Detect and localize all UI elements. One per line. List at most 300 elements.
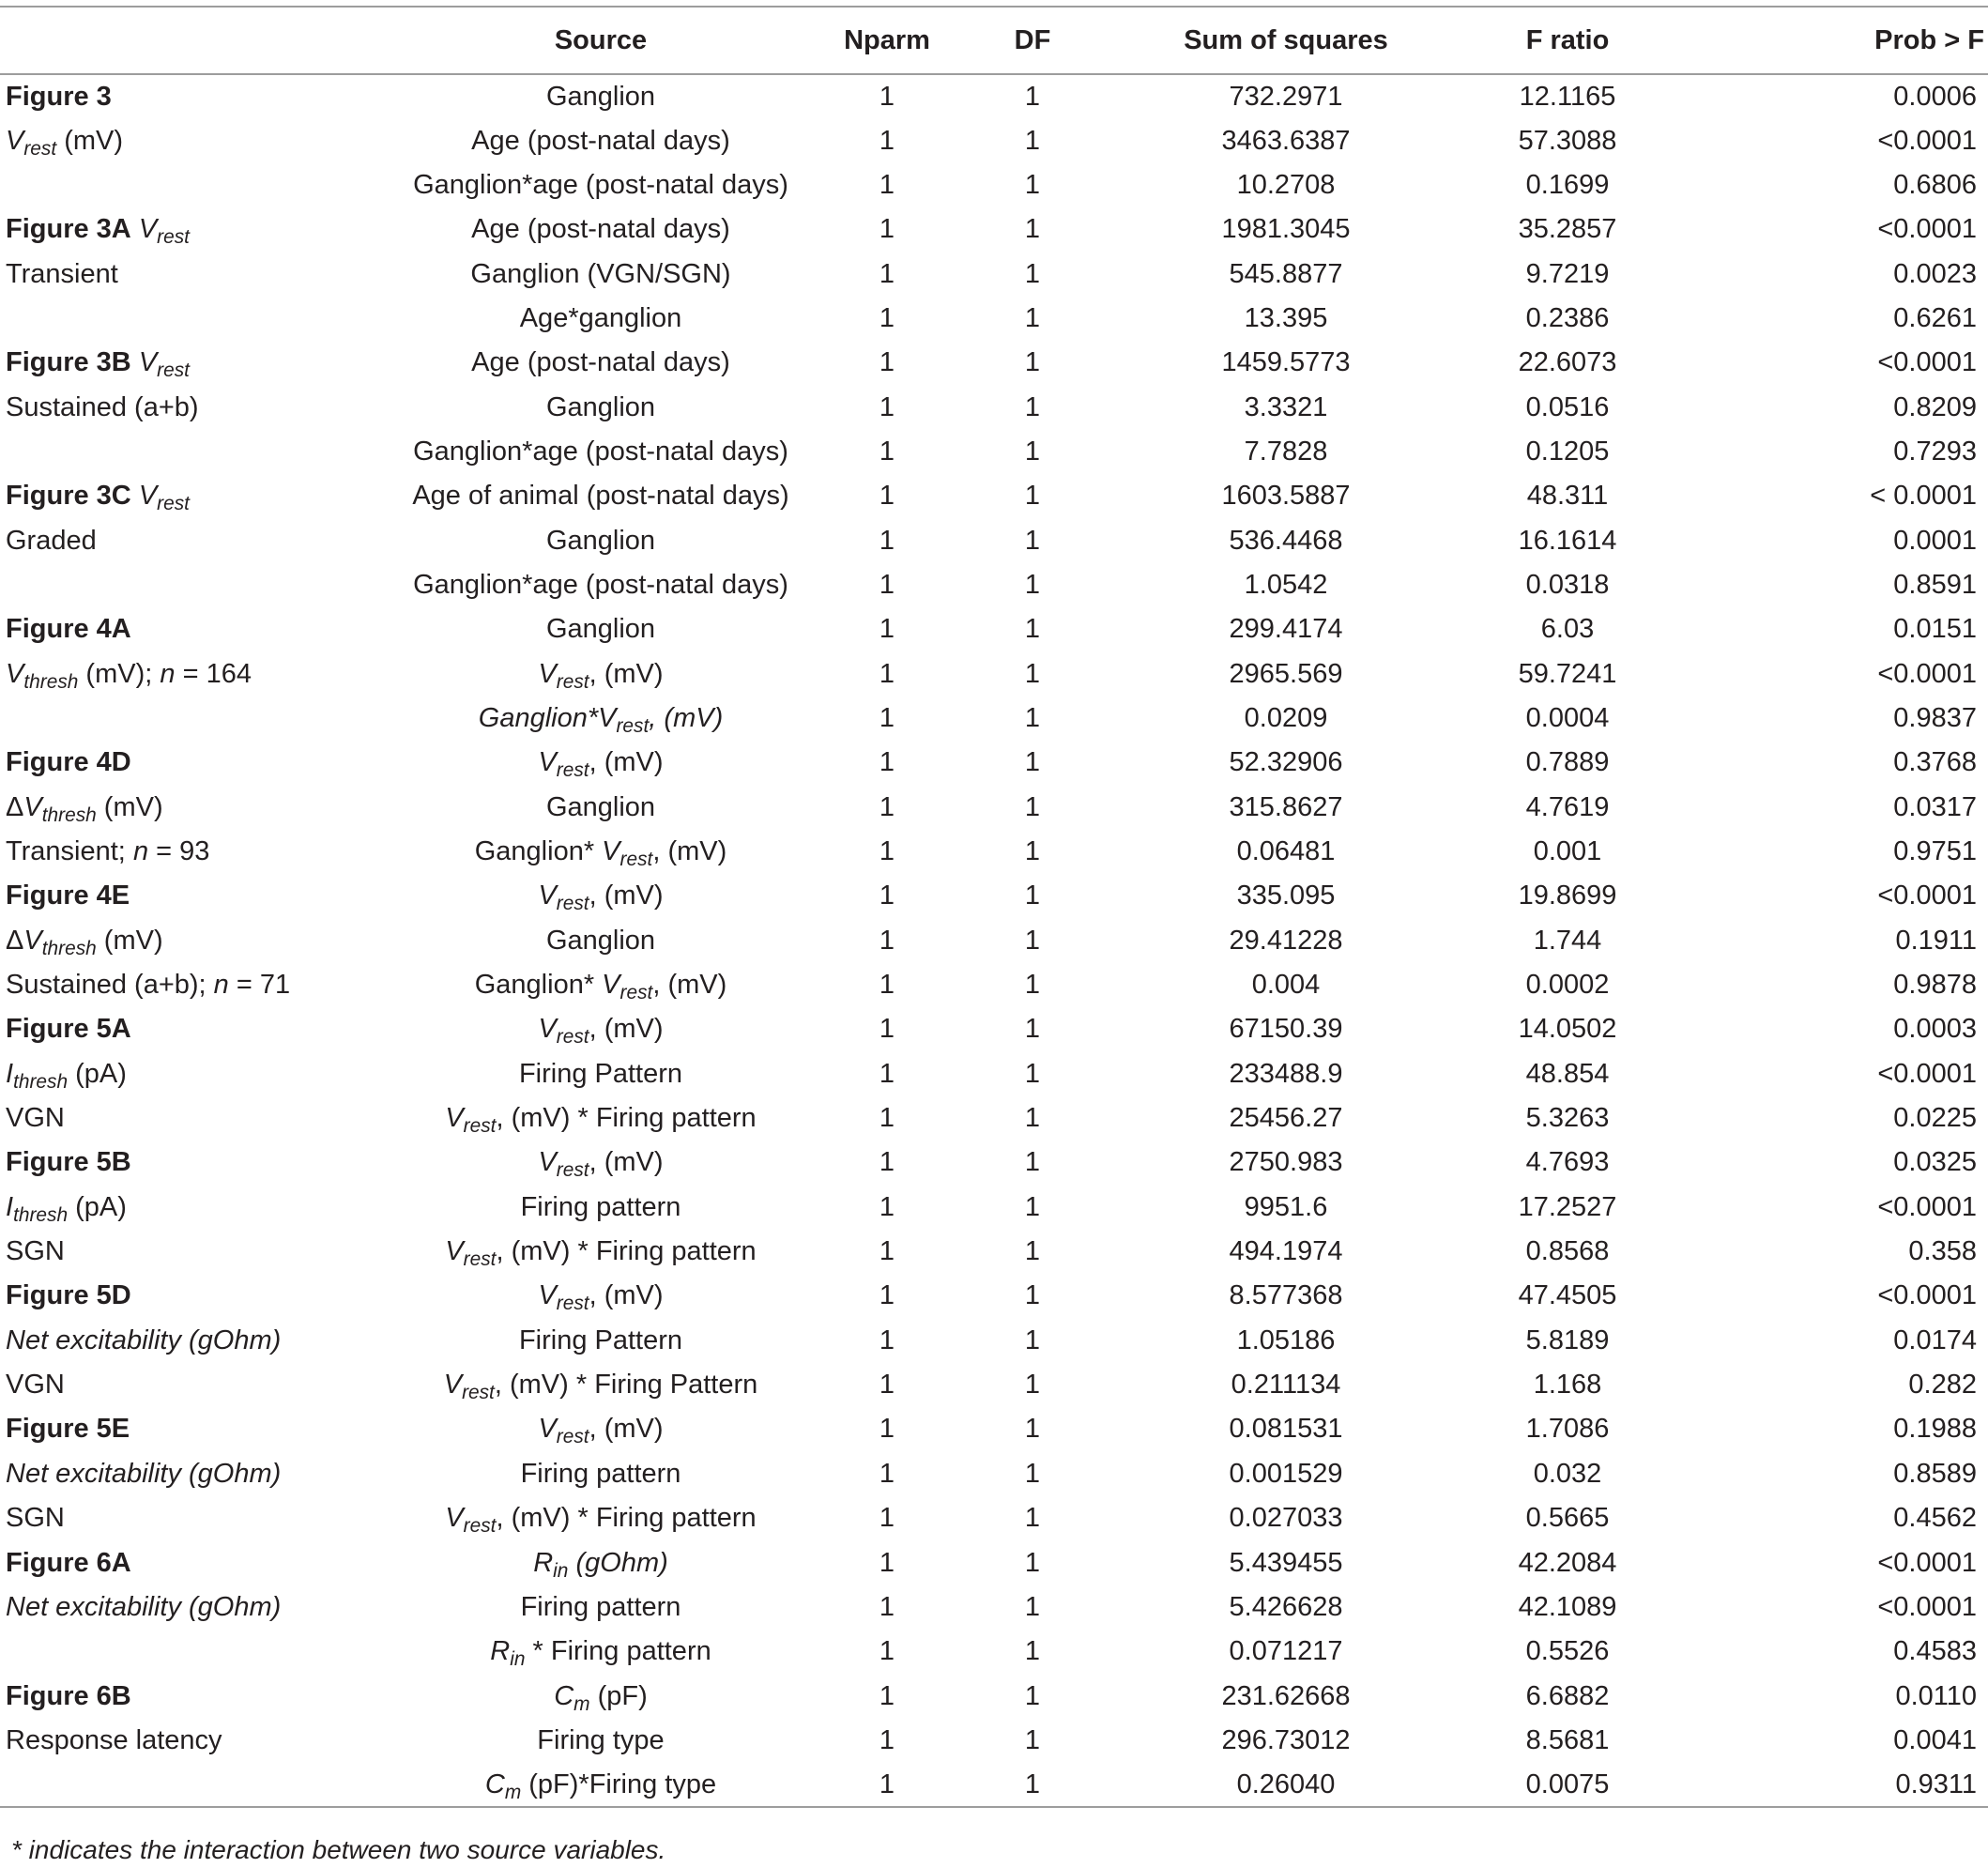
- row-label: $I_{thresh}$ (pA): [6, 1058, 127, 1093]
- cell-prob: 0.0003: [1893, 1014, 1977, 1045]
- cell-sum-of-squares: 732.2971: [1229, 81, 1343, 112]
- cell-source: Firing pattern: [520, 1191, 681, 1222]
- cell-f-ratio: 22.6073: [1518, 347, 1617, 378]
- cell-df: 1: [1024, 391, 1041, 422]
- cell-figure-label: [0, 430, 394, 474]
- cell-nparm: 1: [879, 925, 895, 956]
- cell-figure-label: [0, 830, 394, 874]
- figure-name: Figure 3: [6, 81, 112, 112]
- cell-nparm: 1: [879, 1058, 895, 1089]
- header-sum-of-squares: Sum of squares: [1098, 7, 1474, 74]
- table-row: [0, 1186, 1988, 1230]
- table-row: [0, 1141, 1988, 1185]
- anova-table: [0, 6, 1988, 1808]
- cell-f-ratio: 12.1165: [1519, 81, 1616, 112]
- cell-sum-of-squares: 2750.983: [1229, 1147, 1343, 1178]
- cell-f-ratio: 0.032: [1533, 1458, 1602, 1489]
- cell-nparm: 1: [879, 1280, 895, 1311]
- cell-source: Age (post-natal days): [471, 125, 730, 156]
- table-row: [0, 1274, 1988, 1318]
- table-row: [0, 607, 1988, 651]
- cell-df: 1: [1024, 925, 1041, 956]
- cell-source: $V_{rest}$, (mV): [538, 1280, 664, 1315]
- row-label: SGN: [6, 1236, 65, 1267]
- cell-df: 1: [1024, 1458, 1041, 1489]
- cell-figure-label: [0, 297, 394, 341]
- cell-figure-label: [0, 518, 394, 562]
- cell-nparm: 1: [807, 1763, 967, 1807]
- cell-f-ratio: 8.5681: [1525, 1724, 1610, 1755]
- cell-nparm: 1: [879, 747, 895, 778]
- cell-prob: 0.3768: [1893, 747, 1977, 778]
- figure-name: Figure 4E: [6, 880, 130, 911]
- cell-prob: 0.358: [1908, 1236, 1977, 1267]
- cell-nparm: 1: [879, 970, 895, 1001]
- cell-df: 1: [1024, 302, 1041, 333]
- row-label: $V_{rest}$ (mV): [6, 125, 124, 160]
- cell-nparm: 1: [879, 525, 895, 556]
- cell-sum-of-squares: 1459.5773: [1221, 347, 1351, 378]
- row-label: SGN: [6, 1503, 65, 1534]
- cell-nparm: 1: [879, 1547, 895, 1578]
- cell-figure-label: [0, 1230, 394, 1274]
- cell-f-ratio: 1.168: [1533, 1370, 1602, 1401]
- row-label: $\Delta V_{thresh}$ (mV): [6, 925, 163, 959]
- cell-nparm: 1: [879, 169, 895, 200]
- cell-source: Firing pattern: [520, 1591, 681, 1622]
- cell-prob: <0.0001: [1877, 880, 1977, 911]
- cell-source: Age*ganglion: [519, 302, 682, 333]
- cell-df: 1: [1024, 81, 1041, 112]
- cell-f-ratio: 0.5526: [1525, 1636, 1610, 1667]
- cell-prob: <0.0001: [1877, 347, 1977, 378]
- cell-source: $V_{rest}$, (mV) * Firing pattern: [445, 1236, 757, 1271]
- cell-sum-of-squares: 0.081531: [1229, 1414, 1343, 1445]
- cell-sum-of-squares: 0.26040: [1098, 1763, 1474, 1807]
- cell-f-ratio: 0.0516: [1525, 391, 1610, 422]
- figure-name: Figure 6A: [6, 1547, 131, 1578]
- header-df: DF: [967, 7, 1098, 74]
- table-row: [0, 1052, 1988, 1096]
- cell-sum-of-squares: 0.001529: [1229, 1458, 1343, 1489]
- table-row: [0, 919, 1988, 963]
- row-label: Graded: [6, 525, 97, 556]
- cell-source: Ganglion: [545, 791, 656, 822]
- table-row: [0, 1630, 1988, 1674]
- cell-prob: 0.0001: [1893, 525, 1977, 556]
- cell-sum-of-squares: 231.62668: [1221, 1680, 1351, 1711]
- cell-sum-of-squares: 5.426628: [1229, 1591, 1343, 1622]
- cell-df: 1: [1024, 1280, 1041, 1311]
- cell-nparm: 1: [879, 1370, 895, 1401]
- cell-f-ratio: 0.8568: [1525, 1236, 1610, 1267]
- cell-source: $R_{in}$ (gOhm): [533, 1547, 668, 1582]
- cell-f-ratio: 4.7693: [1525, 1147, 1610, 1178]
- cell-f-ratio: 9.7219: [1525, 258, 1610, 289]
- cell-f-ratio: 17.2527: [1518, 1191, 1617, 1222]
- header-source: Source: [394, 7, 807, 74]
- cell-prob: 0.0110: [1895, 1680, 1977, 1711]
- cell-df: 1: [1024, 258, 1041, 289]
- cell-prob: 0.1988: [1893, 1414, 1977, 1445]
- cell-source: $V_{rest}$, (mV) * Firing pattern: [445, 1103, 757, 1138]
- row-label: $I_{thresh}$ (pA): [6, 1191, 127, 1226]
- figure-name: Figure 6B: [6, 1680, 131, 1711]
- table-row: [0, 697, 1988, 741]
- cell-f-ratio: 4.7619: [1525, 791, 1610, 822]
- cell-df: 1: [1024, 1503, 1041, 1534]
- table-row: [0, 430, 1988, 474]
- table-row: [0, 1007, 1988, 1051]
- figure-name: Figure 4A: [6, 614, 131, 645]
- cell-figure-label: [0, 1274, 394, 1318]
- row-label: $V_{rest}$: [138, 214, 190, 249]
- cell-df: 1: [1024, 125, 1041, 156]
- cell-f-ratio: 1.7086: [1525, 1414, 1610, 1445]
- table-row: [0, 786, 1988, 830]
- cell-f-ratio: 1.744: [1533, 925, 1602, 956]
- cell-figure-label: [0, 163, 394, 207]
- cell-source: Ganglion: [545, 81, 656, 112]
- cell-source: Ganglion* $V_{rest}$, (mV): [474, 836, 727, 871]
- row-label: Net excitability (gOhm): [6, 1591, 282, 1622]
- cell-source: $C_m$ (pF)*Firing type: [394, 1763, 807, 1807]
- cell-figure-label: [0, 874, 394, 918]
- cell-nparm: 1: [879, 1191, 895, 1222]
- row-label: VGN: [6, 1370, 65, 1401]
- cell-f-ratio: 42.2084: [1518, 1547, 1617, 1578]
- cell-prob: 0.1911: [1895, 925, 1977, 956]
- cell-sum-of-squares: 1981.3045: [1221, 214, 1351, 245]
- cell-nparm: 1: [879, 81, 895, 112]
- row-label: $V_{thresh}$ (mV); n = 164: [6, 658, 252, 693]
- cell-sum-of-squares: 1.0542: [1244, 569, 1328, 600]
- cell-df: 1: [1024, 347, 1041, 378]
- cell-nparm: 1: [879, 658, 895, 689]
- cell-source: Ganglion*age (post-natal days): [413, 569, 788, 600]
- table-header-row: [0, 7, 1988, 74]
- cell-figure-label: [0, 1096, 394, 1141]
- cell-nparm: 1: [879, 1680, 895, 1711]
- cell-prob: <0.0001: [1877, 658, 1977, 689]
- cell-source: $R_{in}$ * Firing pattern: [490, 1636, 711, 1671]
- row-label: Response latency: [6, 1724, 222, 1755]
- cell-df: 1: [1024, 1236, 1041, 1267]
- cell-prob: <0.0001: [1877, 1547, 1977, 1578]
- cell-nparm: 1: [879, 1458, 895, 1489]
- cell-figure-label: [0, 74, 394, 118]
- cell-df: 1: [967, 1763, 1098, 1807]
- cell-figure-label: [0, 474, 394, 518]
- cell-prob: 0.282: [1908, 1370, 1977, 1401]
- cell-figure-label: [0, 1630, 394, 1674]
- cell-prob: 0.9311: [1661, 1763, 1988, 1807]
- table-row: [0, 474, 1988, 518]
- cell-prob: 0.8589: [1893, 1458, 1977, 1489]
- cell-source: Age (post-natal days): [471, 214, 730, 245]
- figure-name: Figure 5A: [6, 1014, 131, 1045]
- cell-f-ratio: 0.1699: [1525, 169, 1610, 200]
- cell-prob: 0.9751: [1893, 836, 1977, 867]
- cell-figure-label: [0, 1585, 394, 1630]
- cell-figure-label: [0, 1141, 394, 1185]
- cell-sum-of-squares: 315.8627: [1229, 791, 1343, 822]
- cell-figure-label: [0, 563, 394, 607]
- cell-figure-label: [0, 252, 394, 296]
- row-label: VGN: [6, 1103, 65, 1134]
- table-row: [0, 1230, 1988, 1274]
- cell-nparm: 1: [879, 614, 895, 645]
- cell-sum-of-squares: 0.071217: [1229, 1636, 1343, 1667]
- cell-prob: 0.0041: [1893, 1724, 1977, 1755]
- cell-figure-label: [0, 385, 394, 429]
- cell-figure-label: [0, 207, 394, 252]
- cell-df: 1: [1024, 481, 1041, 512]
- cell-figure-label: [0, 341, 394, 385]
- table-row: [0, 1585, 1988, 1630]
- cell-figure-label: [0, 651, 394, 696]
- cell-sum-of-squares: 67150.39: [1229, 1014, 1343, 1045]
- cell-df: 1: [1024, 214, 1041, 245]
- header-label: [0, 7, 394, 74]
- cell-source: Age of animal (post-natal days): [412, 481, 789, 512]
- cell-sum-of-squares: 7.7828: [1244, 436, 1328, 467]
- cell-df: 1: [1024, 1591, 1041, 1622]
- cell-figure-label: [0, 1763, 394, 1807]
- cell-nparm: 1: [879, 347, 895, 378]
- cell-f-ratio: 48.854: [1525, 1058, 1610, 1089]
- cell-df: 1: [1024, 614, 1041, 645]
- table-row: [0, 874, 1988, 918]
- cell-nparm: 1: [879, 391, 895, 422]
- cell-prob: 0.0317: [1893, 791, 1977, 822]
- cell-nparm: 1: [879, 302, 895, 333]
- cell-source: Firing Pattern: [518, 1058, 683, 1089]
- cell-f-ratio: 16.1614: [1518, 525, 1617, 556]
- cell-prob: <0.0001: [1877, 1058, 1977, 1089]
- cell-source: Firing Pattern: [518, 1324, 683, 1355]
- cell-figure-label: [0, 1319, 394, 1363]
- table-row: [0, 341, 1988, 385]
- cell-df: 1: [1024, 1103, 1041, 1134]
- cell-figure-label: [0, 963, 394, 1007]
- table-row: [0, 207, 1988, 252]
- cell-nparm: 1: [879, 1636, 895, 1667]
- cell-sum-of-squares: 0.211134: [1231, 1370, 1341, 1401]
- cell-prob: 0.0006: [1893, 81, 1977, 112]
- cell-sum-of-squares: 2965.569: [1229, 658, 1343, 689]
- header-prob: Prob > F: [1661, 7, 1988, 74]
- cell-nparm: 1: [879, 481, 895, 512]
- cell-df: 1: [1024, 1636, 1041, 1667]
- row-label: Net excitability (gOhm): [6, 1458, 282, 1489]
- cell-prob: 0.6806: [1893, 169, 1977, 200]
- cell-source: Ganglion: [545, 614, 656, 645]
- cell-figure-label: [0, 786, 394, 830]
- figure-name: Figure 5B: [6, 1147, 131, 1178]
- cell-sum-of-squares: 8.577368: [1229, 1280, 1343, 1311]
- cell-source: Ganglion: [545, 925, 656, 956]
- cell-source: Ganglion* $V_{rest}$, (mV): [474, 970, 727, 1004]
- table-row: [0, 1096, 1988, 1141]
- cell-source: Ganglion: [545, 525, 656, 556]
- cell-prob: < 0.0001: [1870, 481, 1977, 512]
- cell-sum-of-squares: 1603.5887: [1221, 481, 1351, 512]
- figure-name: Figure 3A: [6, 214, 131, 245]
- cell-f-ratio: 0.7889: [1525, 747, 1610, 778]
- cell-figure-label: [0, 1186, 394, 1230]
- table-footnote: * indicates the interaction between two source variables.: [11, 1835, 666, 1864]
- cell-sum-of-squares: 0.06481: [1236, 836, 1336, 867]
- cell-f-ratio: 48.311: [1526, 481, 1609, 512]
- cell-sum-of-squares: 13.395: [1244, 302, 1328, 333]
- cell-prob: <0.0001: [1877, 1280, 1977, 1311]
- cell-source: $V_{rest}$, (mV): [538, 1014, 664, 1049]
- header-nparm: Nparm: [807, 7, 967, 74]
- cell-nparm: 1: [879, 1591, 895, 1622]
- cell-source: $V_{rest}$, (mV): [538, 658, 664, 693]
- row-label: Net excitability (gOhm): [6, 1324, 282, 1355]
- row-label: $\Delta V_{thresh}$ (mV): [6, 791, 163, 826]
- cell-source: $V_{rest}$, (mV): [538, 1147, 664, 1182]
- table-row: [0, 297, 1988, 341]
- cell-nparm: 1: [879, 214, 895, 245]
- cell-f-ratio: 0.0002: [1525, 970, 1610, 1001]
- cell-sum-of-squares: 29.41228: [1229, 925, 1343, 956]
- cell-f-ratio: 6.6882: [1525, 1680, 1610, 1711]
- row-label: $V_{rest}$: [138, 481, 190, 515]
- header-f-ratio: F ratio: [1474, 7, 1661, 74]
- cell-figure-label: [0, 1452, 394, 1496]
- table-row: [0, 163, 1988, 207]
- cell-df: 1: [1024, 836, 1041, 867]
- cell-sum-of-squares: 296.73012: [1221, 1724, 1351, 1755]
- cell-nparm: 1: [879, 1324, 895, 1355]
- table-row: [0, 963, 1988, 1007]
- cell-f-ratio: 47.4505: [1518, 1280, 1617, 1311]
- cell-nparm: 1: [879, 702, 895, 733]
- row-label: Transient; n = 93: [6, 836, 210, 867]
- cell-nparm: 1: [879, 880, 895, 911]
- cell-prob: 0.8209: [1893, 391, 1977, 422]
- cell-prob: 0.7293: [1893, 436, 1977, 467]
- cell-prob: 0.0023: [1893, 258, 1977, 289]
- cell-f-ratio: 6.03: [1540, 614, 1595, 645]
- cell-prob: <0.0001: [1877, 125, 1977, 156]
- cell-df: 1: [1024, 1014, 1041, 1045]
- table-row: [0, 518, 1988, 562]
- cell-prob: <0.0001: [1877, 214, 1977, 245]
- figure-name: Figure 5E: [6, 1414, 130, 1445]
- cell-figure-label: [0, 118, 394, 162]
- cell-source: Age (post-natal days): [471, 347, 730, 378]
- cell-df: 1: [1024, 747, 1041, 778]
- cell-sum-of-squares: 5.439455: [1229, 1547, 1343, 1578]
- cell-sum-of-squares: 494.1974: [1229, 1236, 1343, 1267]
- cell-prob: 0.4562: [1893, 1503, 1977, 1534]
- cell-figure-label: [0, 1674, 394, 1718]
- cell-df: 1: [1024, 1191, 1041, 1222]
- figure-name: Figure 4D: [6, 747, 131, 778]
- cell-df: 1: [1024, 569, 1041, 600]
- cell-df: 1: [1024, 1058, 1041, 1089]
- cell-f-ratio: 35.2857: [1518, 214, 1617, 245]
- figure-name: Figure 5D: [6, 1280, 131, 1311]
- table-row: [0, 1719, 1988, 1763]
- table-row: [0, 741, 1988, 785]
- cell-sum-of-squares: 299.4174: [1229, 614, 1343, 645]
- row-label: $V_{rest}$: [138, 347, 190, 382]
- cell-nparm: 1: [879, 1014, 895, 1045]
- cell-prob: 0.4583: [1893, 1636, 1977, 1667]
- cell-source: Ganglion: [545, 391, 656, 422]
- cell-figure-label: [0, 741, 394, 785]
- cell-nparm: 1: [879, 836, 895, 867]
- cell-nparm: 1: [879, 258, 895, 289]
- cell-f-ratio: 0.0075: [1474, 1763, 1661, 1807]
- table-row: [0, 1496, 1988, 1540]
- cell-source: $V_{rest}$, (mV): [538, 880, 664, 915]
- cell-prob: 0.6261: [1893, 302, 1977, 333]
- cell-prob: 0.8591: [1893, 569, 1977, 600]
- table-row: [0, 1319, 1988, 1363]
- row-label: Sustained (a+b); n = 71: [6, 970, 291, 1001]
- cell-sum-of-squares: 9951.6: [1244, 1191, 1328, 1222]
- table-row: [0, 563, 1988, 607]
- table-row: [0, 1452, 1988, 1496]
- cell-f-ratio: 5.8189: [1525, 1324, 1610, 1355]
- cell-figure-label: [0, 697, 394, 741]
- cell-prob: <0.0001: [1877, 1191, 1977, 1222]
- cell-source: Firing type: [537, 1724, 665, 1755]
- cell-nparm: 1: [879, 1414, 895, 1445]
- cell-df: 1: [1024, 169, 1041, 200]
- cell-f-ratio: 59.7241: [1518, 658, 1617, 689]
- cell-sum-of-squares: 3463.6387: [1221, 125, 1351, 156]
- cell-df: 1: [1024, 525, 1041, 556]
- cell-source: $C_m$ (pF): [554, 1680, 648, 1715]
- cell-source: Firing pattern: [520, 1458, 681, 1489]
- cell-df: 1: [1024, 1147, 1041, 1178]
- row-label: Sustained (a+b): [6, 391, 199, 422]
- cell-df: 1: [1024, 1547, 1041, 1578]
- cell-nparm: 1: [879, 125, 895, 156]
- cell-figure-label: [0, 1007, 394, 1051]
- cell-source: $V_{rest}$, (mV) * Firing pattern: [445, 1503, 757, 1538]
- cell-nparm: 1: [879, 1503, 895, 1534]
- cell-f-ratio: 5.3263: [1525, 1103, 1610, 1134]
- cell-figure-label: [0, 1719, 394, 1763]
- cell-df: 1: [1024, 702, 1041, 733]
- cell-prob: 0.0174: [1893, 1324, 1977, 1355]
- table-row: [0, 651, 1988, 696]
- cell-source: $V_{rest}$, (mV): [538, 1414, 664, 1448]
- cell-f-ratio: 0.001: [1533, 836, 1602, 867]
- cell-source: $Ganglion*V_{rest}$, (mV): [478, 702, 724, 737]
- cell-source: Ganglion*age (post-natal days): [413, 169, 788, 200]
- cell-sum-of-squares: 25456.27: [1229, 1103, 1343, 1134]
- cell-figure-label: [0, 1407, 394, 1451]
- cell-nparm: 1: [879, 1724, 895, 1755]
- cell-sum-of-squares: 10.2708: [1236, 169, 1336, 200]
- cell-prob: 0.9878: [1893, 970, 1977, 1001]
- cell-source: $V_{rest}$, (mV): [538, 747, 664, 782]
- table-row: [0, 830, 1988, 874]
- cell-df: 1: [1024, 791, 1041, 822]
- cell-df: 1: [1024, 1414, 1041, 1445]
- cell-f-ratio: 0.5665: [1525, 1503, 1610, 1534]
- cell-sum-of-squares: 335.095: [1236, 880, 1336, 911]
